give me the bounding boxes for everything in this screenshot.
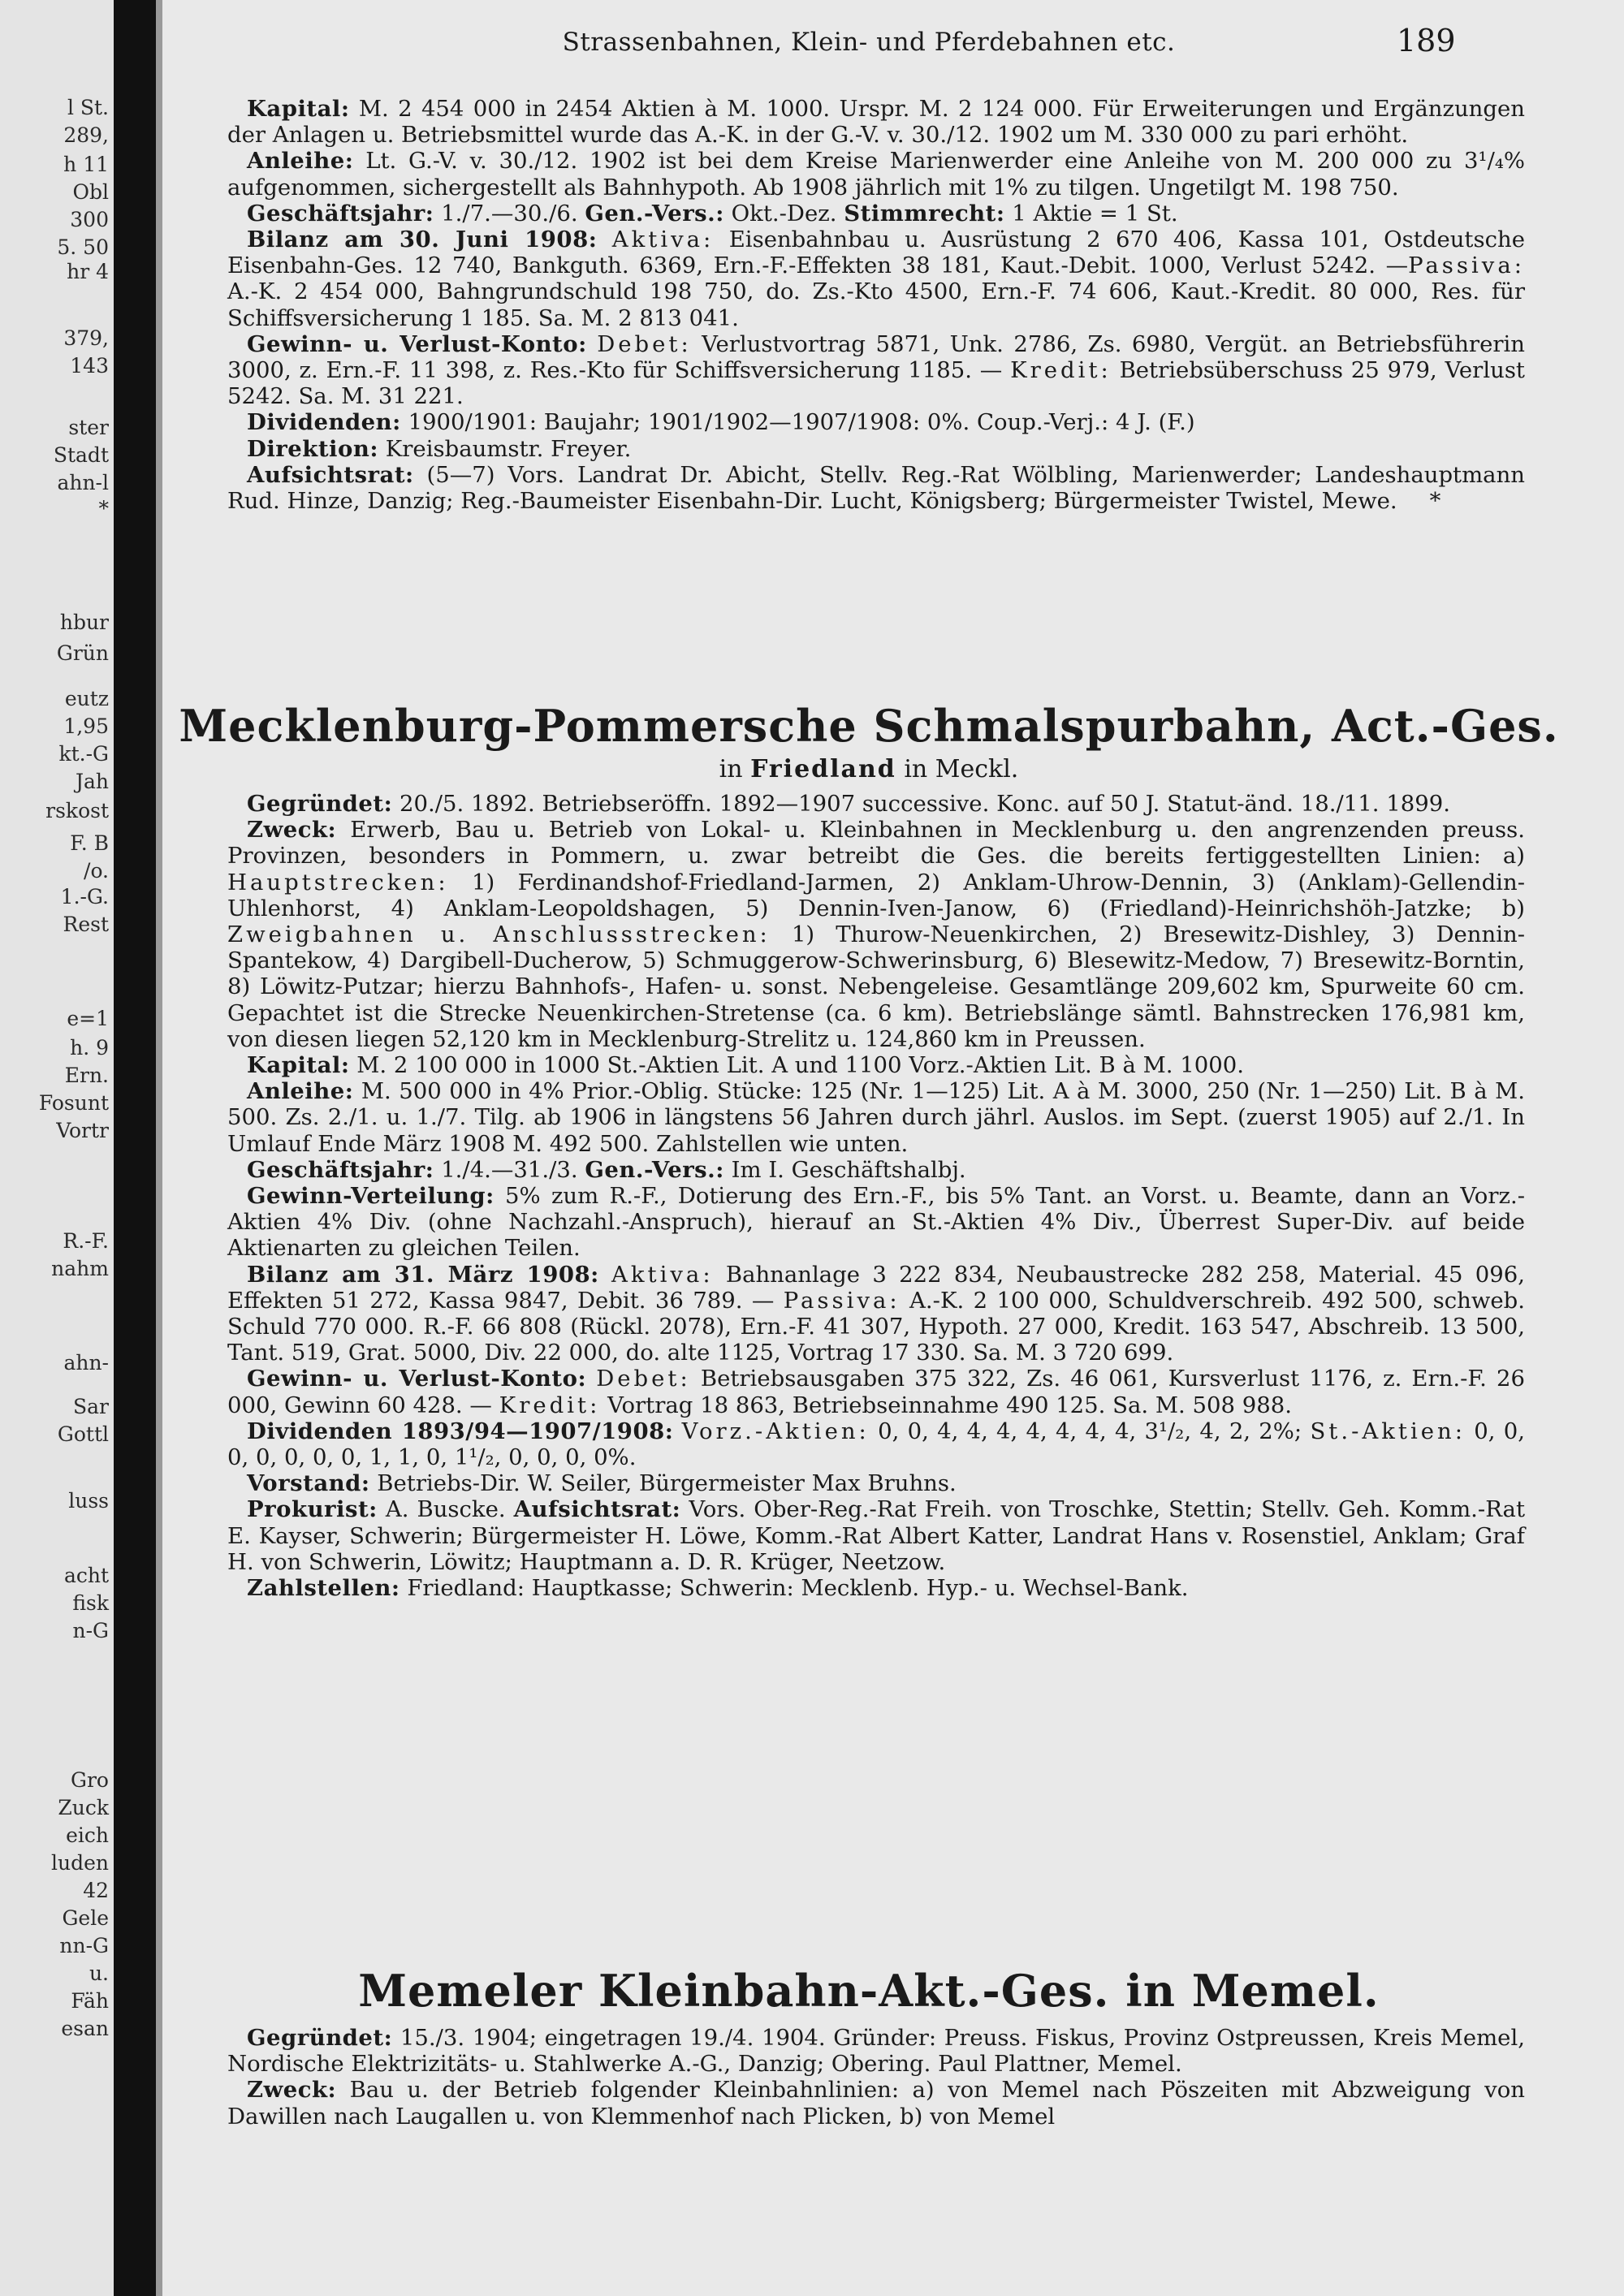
previous-page-fragment: ahn-l [57, 471, 109, 494]
previous-page-fragment: h. 9 [70, 1036, 109, 1060]
previous-page-fragment: eich [66, 1823, 109, 1847]
previous-page-fragment: Grün [56, 641, 109, 665]
geschaeftsjahr-paragraph: Geschäftsjahr: 1./7.—30./6. Gen.-Vers.: Okt.-Dez. Stimmrecht: 1 Aktie = 1 St. [247, 200, 1178, 227]
anleihe-paragraph: Anleihe: Lt. G.-V. v. 30./12. 1902 ist bei dem Kreise Marienwerder eine Anleihe von M. 200 000 zu 3¹/₄% aufgenommen, sichergestellt als Bahnhypoth. Ab 1908 jährlich mit 1% zu tilgen. Ungetilgt M. 198 750. [227, 148, 1525, 201]
zahlstellen-paragraph: Zahlstellen: Friedland: Hauptkasse; Schwerin: Mecklenb. Hyp.- u. Wechsel-Bank. [247, 1575, 1189, 1602]
previous-page-fragment: u. [89, 1962, 109, 1985]
previous-page-fragment: Obl [72, 180, 109, 204]
previous-page-fragment: acht [63, 1564, 109, 1587]
aufsichtsrat-paragraph: Aufsichtsrat: (5—7) Vors. Landrat Dr. Abicht, Stellv. Reg.-Rat Wölbling, Marienwerder; Landeshauptmann Rud. Hinze, Danzig; Reg.-Baumeister Eisenbahn-Dir. Lucht, Königsberg; Bürgermeister Twistel, Mewe. * [227, 461, 1525, 515]
book-page [162, 0, 1624, 2296]
previous-page-fragment: Fosunt [38, 1091, 109, 1115]
previous-page-fragment: 379, [63, 326, 109, 350]
company-title: Memeler Kleinbahn-Akt.-Ges. in Memel. [358, 1965, 1380, 2017]
gewinn-verteilung-paragraph: Gewinn-Verteilung: 5% zum R.-F., Dotierung des Ern.-F., bis 5% Tant. an Vorst. u. Beamte, dann an Vorz.-Aktien 4% Div. (ohne Nachzahl.-Anspruch), hierauf an St.-Aktien 4% Div., Überrest Super-Div. auf beide Aktienarten zu gleichen Teilen. [227, 1183, 1525, 1262]
previous-page-fragment: nahm [51, 1257, 109, 1280]
previous-page-fragment: Zuck [58, 1796, 109, 1819]
company-location: in Friedland in Meckl. [719, 755, 1019, 783]
previous-page-fragment: Jah [75, 770, 109, 793]
previous-page-fragment: 289, [63, 123, 109, 147]
previous-page-fragment: 300 [70, 208, 109, 231]
previous-page-fragment: esan [61, 2017, 109, 2040]
zweck-paragraph: Zweck: Erwerb, Bau u. Betrieb von Lokal- u. Kleinbahnen in Mecklenburg u. den angrenzenden preuss. Provinzen, besonders in Pommern, u. zwar betreibt die Ges. die bereits fertiggestellten Linien: a) Hauptstrecken: 1) Ferdinandshof-Friedland-Jarmen, 2) Anklam-Uhrow-Dennin, 3) (Anklam)-Gellendin-Uhlenhorst, 4) Anklam-Leopoldshagen, 5) Dennin-Iven-Janow, 6) (Friedland)-Heinrichshöh-Jatzke; b) Zweigbahnen u. Anschlussstrecken: 1) Thurow-Neuenkirchen, 2) Bresewitz-Dishley, 3) Dennin-Spantekow, 4) Dargibell-Ducherow, 5) Schmuggerow-Schwerinsburg, 6) Blesewitz-Medow, 7) Bresewitz-Borntin, 8) Löwitz-Putzar; hierzu Bahnhofs-, Hafen- u. sonst. Nebengeleise. Gesamtlänge 209,602 km, Spurweite 60 cm. Gepachtet ist die Strecke Neuenkirchen-Stretense (ca. 6 km). Betriebslänge sämtl. Bahnstrecken 176,981 km, von diesen liegen 52,120 km in Mecklenburg-Strelitz u. 124,860 km in Preussen. [227, 817, 1526, 1052]
dividenden-paragraph: Dividenden 1893/94—1907/1908: Vorz.-Aktien: 0, 0, 4, 4, 4, 4, 4, 4, 4, 3¹/₂, 4, 2, 2%; St.-Aktien: 0, 0, 0, 0, 0, 0, 0, 1, 1, 0, 1¹/₂, 0, 0, 0, 0%. [227, 1418, 1526, 1471]
previous-page-fragment: l St. [67, 96, 109, 119]
anleihe-paragraph: Anleihe: M. 500 000 in 4% Prior.-Oblig. Stücke: 125 (Nr. 1—125) Lit. A à M. 3000, 250 (Nr. 1—250) Lit. B à M. 500. Zs. 2./1. u. 1./7. Tilg. ab 1906 in längstens 56 Jahren durch jährl. Auslos. im Sept. (zuerst 1905) auf 2./1. In Umlauf Ende März 1908 M. 492 500. Zahlstellen wie unten. [227, 1078, 1525, 1157]
previous-page-fragment: 1,95 [63, 714, 109, 738]
previous-page-fragment: luss [68, 1489, 109, 1513]
previous-page-fragment: e=1 [67, 1007, 109, 1030]
kapital-paragraph: Kapital: M. 2 100 000 in 1000 St.-Aktien Lit. A und 1100 Vorz.-Aktien Lit. B à M. 1000. [247, 1052, 1244, 1079]
gegruendet-paragraph: Gegründet: 20./5. 1892. Betriebseröffn. 1892—1907 successive. Konc. auf 50 J. Statut-änd. 18./11. 1899. [247, 791, 1450, 817]
previous-page-fragment: ster [68, 416, 109, 439]
previous-page-fragment: Rest [63, 913, 109, 936]
previous-page-fragment: fisk [72, 1591, 109, 1615]
guv-paragraph: Gewinn- u. Verlust-Konto: Debet: Betriebsausgaben 375 322, Zs. 46 061, Kursverlust 1176, z. Ern.-F. 26 000, Gewinn 60 428. — Kredit: Vortrag 18 863, Betriebseinnahme 490 125. Sa. M. 508 988. [227, 1366, 1526, 1418]
direktion-paragraph: Direktion: Kreisbaumstr. Freyer. [247, 435, 632, 462]
previous-page-fragment: hbur [59, 611, 109, 634]
gutter-edge [156, 0, 162, 2296]
previous-page-fragment: Ern. [64, 1064, 109, 1087]
previous-page-fragment: 42 [83, 1879, 109, 1902]
previous-page-fragment: R.-F. [63, 1229, 109, 1253]
previous-page-fragment: /o. [84, 859, 109, 883]
previous-page-fragment: Fäh [71, 1989, 109, 2013]
previous-page-fragment: ahn- [63, 1351, 109, 1375]
previous-page-fragment: Gottl [57, 1422, 109, 1446]
previous-page-fragment: n-G [72, 1619, 109, 1642]
previous-page-fragment: 143 [70, 354, 109, 378]
previous-page-fragment: Vortr [56, 1119, 109, 1142]
previous-page-fragment: luden [51, 1851, 109, 1875]
previous-page-fragment: kt.-G [58, 742, 109, 766]
previous-page-fragment: Sar [73, 1395, 109, 1418]
vorstand-paragraph: Vorstand: Betriebs-Dir. W. Seiler, Bürgermeister Max Bruhns. [247, 1470, 957, 1497]
guv-paragraph: Gewinn- u. Verlust-Konto: Debet: Verlustvortrag 5871, Unk. 2786, Zs. 6980, Vergüt. an Betriebsführerin 3000, z. Ern.-F. 11 398, z. Res.-Kto für Schiffsversicherung 1185. — Kredit: Betriebsüberschuss 25 979, Verlust 5242. Sa. M. 31 221. [227, 330, 1525, 410]
dividenden-paragraph: Dividenden: 1900/1901: Baujahr; 1901/1902—1907/1908: 0%. Coup.-Verj.: 4 J. (F.) [247, 409, 1195, 436]
bilanz-paragraph: Bilanz am 31. März 1908: Aktiva: Bahnanlage 3 222 834, Neubaustrecke 282 258, Material. 45 096, Effekten 51 272, Kassa 9847, Debit. 36 789. — Passiva: A.-K. 2 100 000, Schuldverschreib. 492 500, schweb. Schuld 770 000. R.-F. 66 808 (Rückl. 2078), Ern.-F. 41 307, Hypoth. 27 000, Kredit. 163 547, Abschreib. 13 500, Tant. 519, Grat. 5000, Div. 22 000, do. alte 1125, Vortrag 17 330. Sa. M. 3 720 699. [227, 1261, 1526, 1366]
previous-page-fragment: F. B [70, 831, 109, 855]
zweck-paragraph: Zweck: Bau u. der Betrieb folgender Kleinbahnlinien: a) von Memel nach Pöszeiten mit Abzweigung von Dawillen nach Laugallen u. von Klemmenhof nach Plicken, b) von Memel [227, 2077, 1525, 2130]
previous-page-fragment: 5. 50 [57, 235, 109, 259]
star-mark: * [1429, 488, 1441, 515]
previous-page-fragment: * [98, 497, 109, 520]
entry-continued [227, 96, 1525, 514]
company-title: Mecklenburg-Pommersche Schmalspurbahn, Act.-Ges. [179, 700, 1559, 752]
previous-page-edge [0, 0, 114, 2296]
geschaeftsjahr-paragraph: Geschäftsjahr: 1./4.—31./3. Gen.-Vers.: Im I. Geschäftshalbj. [247, 1156, 966, 1183]
bilanz-paragraph: Bilanz am 30. Juni 1908: Aktiva: Eisenbahnbau u. Ausrüstung 2 670 406, Kassa 101, Ostdeutsche Eisenbahn-Ges. 12 740, Bankguth. 6369, Ern.-F.-Effekten 38 181, Kaut.-Debit. 1000, Verlust 5242. —Passiva: A.-K. 2 454 000, Bahngrundschuld 198 750, do. Zs.-Kto 4500, Ern.-F. 74 606, Kaut.-Kredit. 80 000, Res. für Schiffsversicherung 1 185. Sa. M. 2 813 041. [227, 227, 1525, 331]
prokurist-aufsichtsrat-paragraph: Prokurist: A. Buscke. Aufsichtsrat: Vors. Ober-Reg.-Rat Freih. von Troschke, Stettin; Stellv. Geh. Komm.-Rat E. Kayser, Schwerin; Bürgermeister H. Löwe, Komm.-Rat Albert Katter, Landrat Hans v. Rosenstiel, Anklam; Graf H. von Schwerin, Löwitz; Hauptmann a. D. R. Krüger, Neetzow. [227, 1496, 1525, 1575]
previous-page-fragment: Stadt [53, 443, 109, 467]
previous-page-fragment: hr 4 [67, 260, 109, 283]
company-entry [227, 791, 1525, 1601]
previous-page-fragment: Gele [62, 1906, 109, 1930]
gegruendet-paragraph: Gegründet: 15./3. 1904; eingetragen 19./4. 1904. Gründer: Preuss. Fiskus, Provinz Ostpreussen, Kreis Memel, Nordische Elektrizitäts- u. Stahlwerke A.-G., Danzig; Obering. Paul Plattner, Memel. [227, 2025, 1525, 2078]
company-entry [227, 2025, 1525, 2130]
running-title: Strassenbahnen, Klein- und Pferdebahnen etc. [562, 28, 1176, 57]
previous-page-fragment: Gro [71, 1768, 109, 1792]
previous-page-fragment: rskost [45, 799, 109, 822]
previous-page-fragment: nn-G [59, 1934, 109, 1957]
previous-page-fragment: h 11 [63, 153, 109, 176]
page-number: 189 [1397, 23, 1456, 58]
previous-page-fragment: 1.-G. [60, 885, 109, 908]
previous-page-fragment: eutz [64, 687, 109, 710]
book-gutter [114, 0, 156, 2296]
kapital-paragraph: Kapital: M. 2 454 000 in 2454 Aktien à M. 1000. Urspr. M. 2 124 000. Für Erweiterungen und Ergänzungen der Anlagen u. Betriebsmittel wurde das A.-K. in der G.-V. v. 30./12. 1902 um M. 330 000 zu pari erhöht. [227, 96, 1525, 149]
